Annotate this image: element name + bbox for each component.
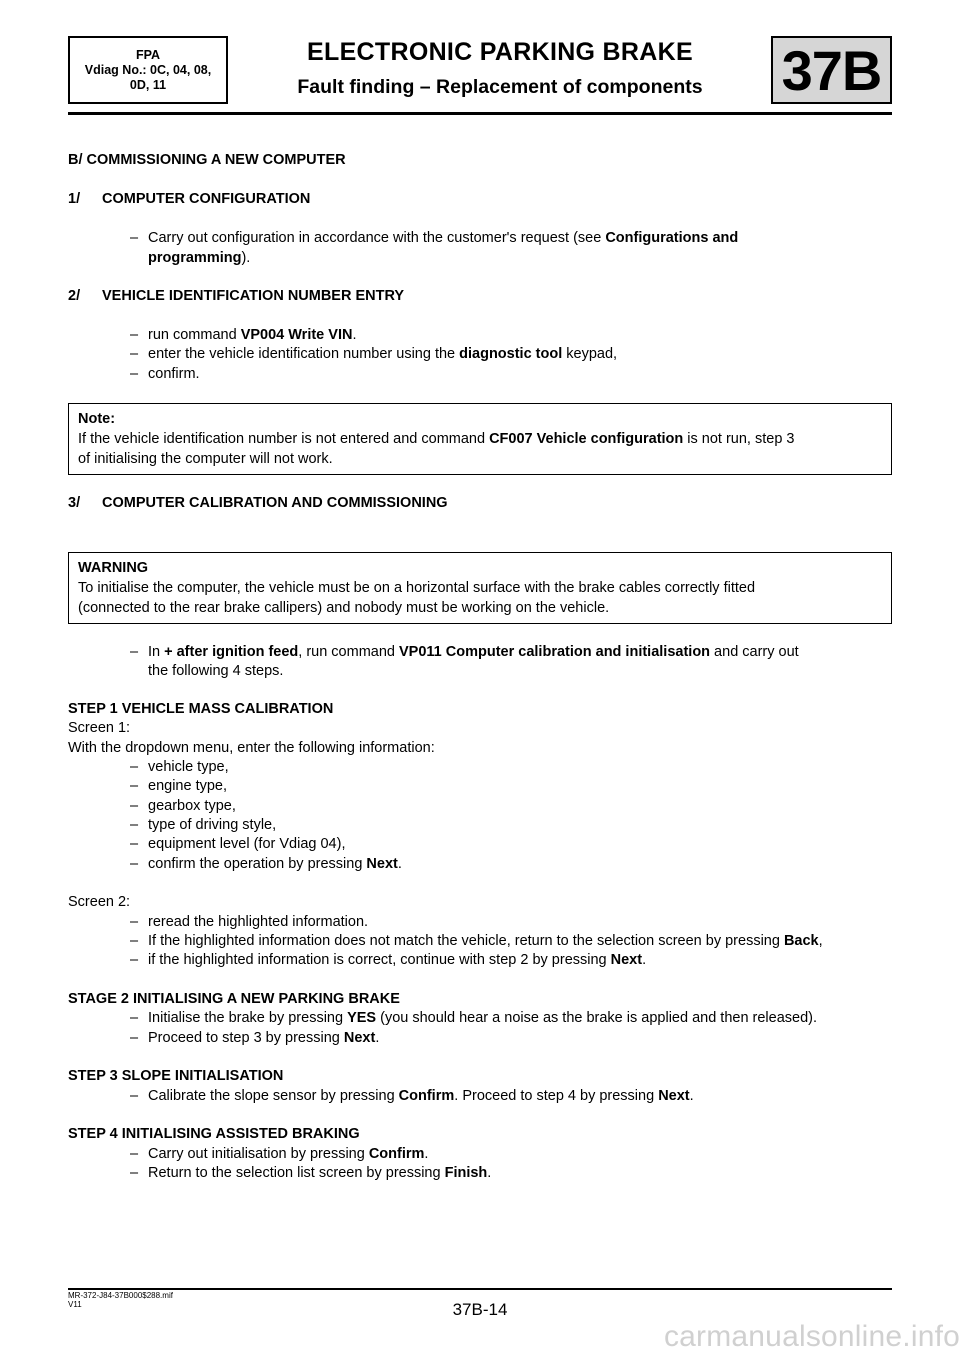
note-text-line-2: of initialising the computer will not work. — [78, 451, 333, 467]
step-4-heading: STEP 4 INITIALISING ASSISTED BRAKING — [68, 1126, 360, 1142]
header-divider — [68, 112, 892, 115]
list-item: – Proceed to step 3 by pressing Next. — [130, 1030, 380, 1046]
list-item: – confirm the operation by pressing Next. — [130, 856, 402, 872]
page-subtitle: Fault finding – Replacement of components — [297, 76, 703, 98]
page-number: 37B-14 — [452, 1300, 508, 1319]
list-item: – vehicle type, — [130, 759, 229, 775]
header-vdiag-box — [68, 36, 228, 104]
list-item-continuation: the following 4 steps. — [148, 663, 284, 679]
list-item: – If the highlighted information does not match the vehicle, return to the selection screen by pressing Back, — [130, 933, 823, 949]
section-3-heading — [68, 495, 448, 511]
step-3-heading: STEP 3 SLOPE INITIALISATION — [68, 1068, 284, 1084]
section-code-badge: 37B — [771, 36, 892, 104]
list-item: – gearbox type, — [130, 798, 236, 814]
list-item-continuation: programming). — [148, 250, 251, 266]
list-item: – run command VP004 Write VIN. — [130, 327, 357, 343]
warning-text-line-2: (connected to the rear brake callipers) and nobody must be working on the vehicle. — [78, 600, 610, 616]
list-item: – equipment level (for Vdiag 04), — [130, 836, 346, 852]
vdiag-line-1: Vdiag No.: 0C, 04, 08, — [84, 62, 212, 77]
list-item: – Initialise the brake by pressing YES (you should hear a noise as the brake is applied and then released). — [130, 1010, 818, 1026]
warning-title: WARNING — [78, 560, 149, 576]
list-item: – In + after ignition feed, run command VP011 Computer calibration and initialisation and carry out — [130, 644, 799, 660]
list-item: – type of driving style, — [130, 817, 277, 833]
list-item: – Carry out configuration in accordance with the customer's request (see Configurations and — [130, 230, 739, 246]
list-item: – Carry out initialisation by pressing Confirm. — [130, 1146, 429, 1162]
list-item: – confirm. — [130, 366, 200, 382]
list-item: – if the highlighted information is correct, continue with step 2 by pressing Next. — [130, 952, 647, 968]
step-1-intro: With the dropdown menu, enter the following information: — [68, 740, 435, 756]
list-item: – Calibrate the slope sensor by pressing Confirm. Proceed to step 4 by pressing Next. — [130, 1088, 694, 1104]
footer-divider — [68, 1288, 892, 1290]
screen-1-label: Screen 1: — [68, 720, 131, 736]
doc-version: V11 — [68, 1300, 82, 1309]
section-1-number: 1/ — [68, 191, 81, 207]
warning-text: To initialise the computer, the vehicle must be on a horizontal surface with the brake cables correctly fitted — [78, 580, 756, 596]
doc-reference: MR-372-J84-37B000$288.mif — [68, 1291, 173, 1300]
section-2-title: VEHICLE IDENTIFICATION NUMBER ENTRY — [102, 288, 405, 304]
warning-box — [68, 552, 892, 624]
section-1-heading — [68, 191, 310, 207]
page-title: ELECTRONIC PARKING BRAKE — [307, 38, 693, 66]
step-1-heading: STEP 1 VEHICLE MASS CALIBRATION — [68, 701, 334, 717]
list-item: – enter the vehicle identification number using the diagnostic tool keypad, — [130, 346, 618, 362]
vdiag-line-2: 0D, 11 — [129, 77, 167, 92]
section-2-number: 2/ — [68, 288, 81, 304]
list-item: – engine type, — [130, 778, 228, 794]
note-text: If the vehicle identification number is not entered and command CF007 Vehicle configuration is not run, step 3 — [78, 431, 795, 447]
note-title: Note: — [78, 411, 116, 427]
list-item: – reread the highlighted information. — [130, 914, 369, 930]
section-3-title: COMPUTER CALIBRATION AND COMMISSIONING — [102, 495, 448, 511]
section-2-heading — [68, 288, 404, 304]
vehicle-code: FPA — [135, 47, 161, 62]
note-box — [68, 403, 892, 475]
screen-2-label: Screen 2: — [68, 894, 131, 910]
list-item: – Return to the selection list screen by pressing Finish. — [130, 1165, 492, 1181]
section-3-number: 3/ — [68, 495, 81, 511]
section-b-heading: B/ COMMISSIONING A NEW COMPUTER — [68, 152, 346, 168]
step-2-heading: STAGE 2 INITIALISING A NEW PARKING BRAKE — [68, 991, 400, 1007]
section-1-title: COMPUTER CONFIGURATION — [102, 191, 311, 207]
watermark: carmanualsonline.info — [663, 1320, 960, 1353]
